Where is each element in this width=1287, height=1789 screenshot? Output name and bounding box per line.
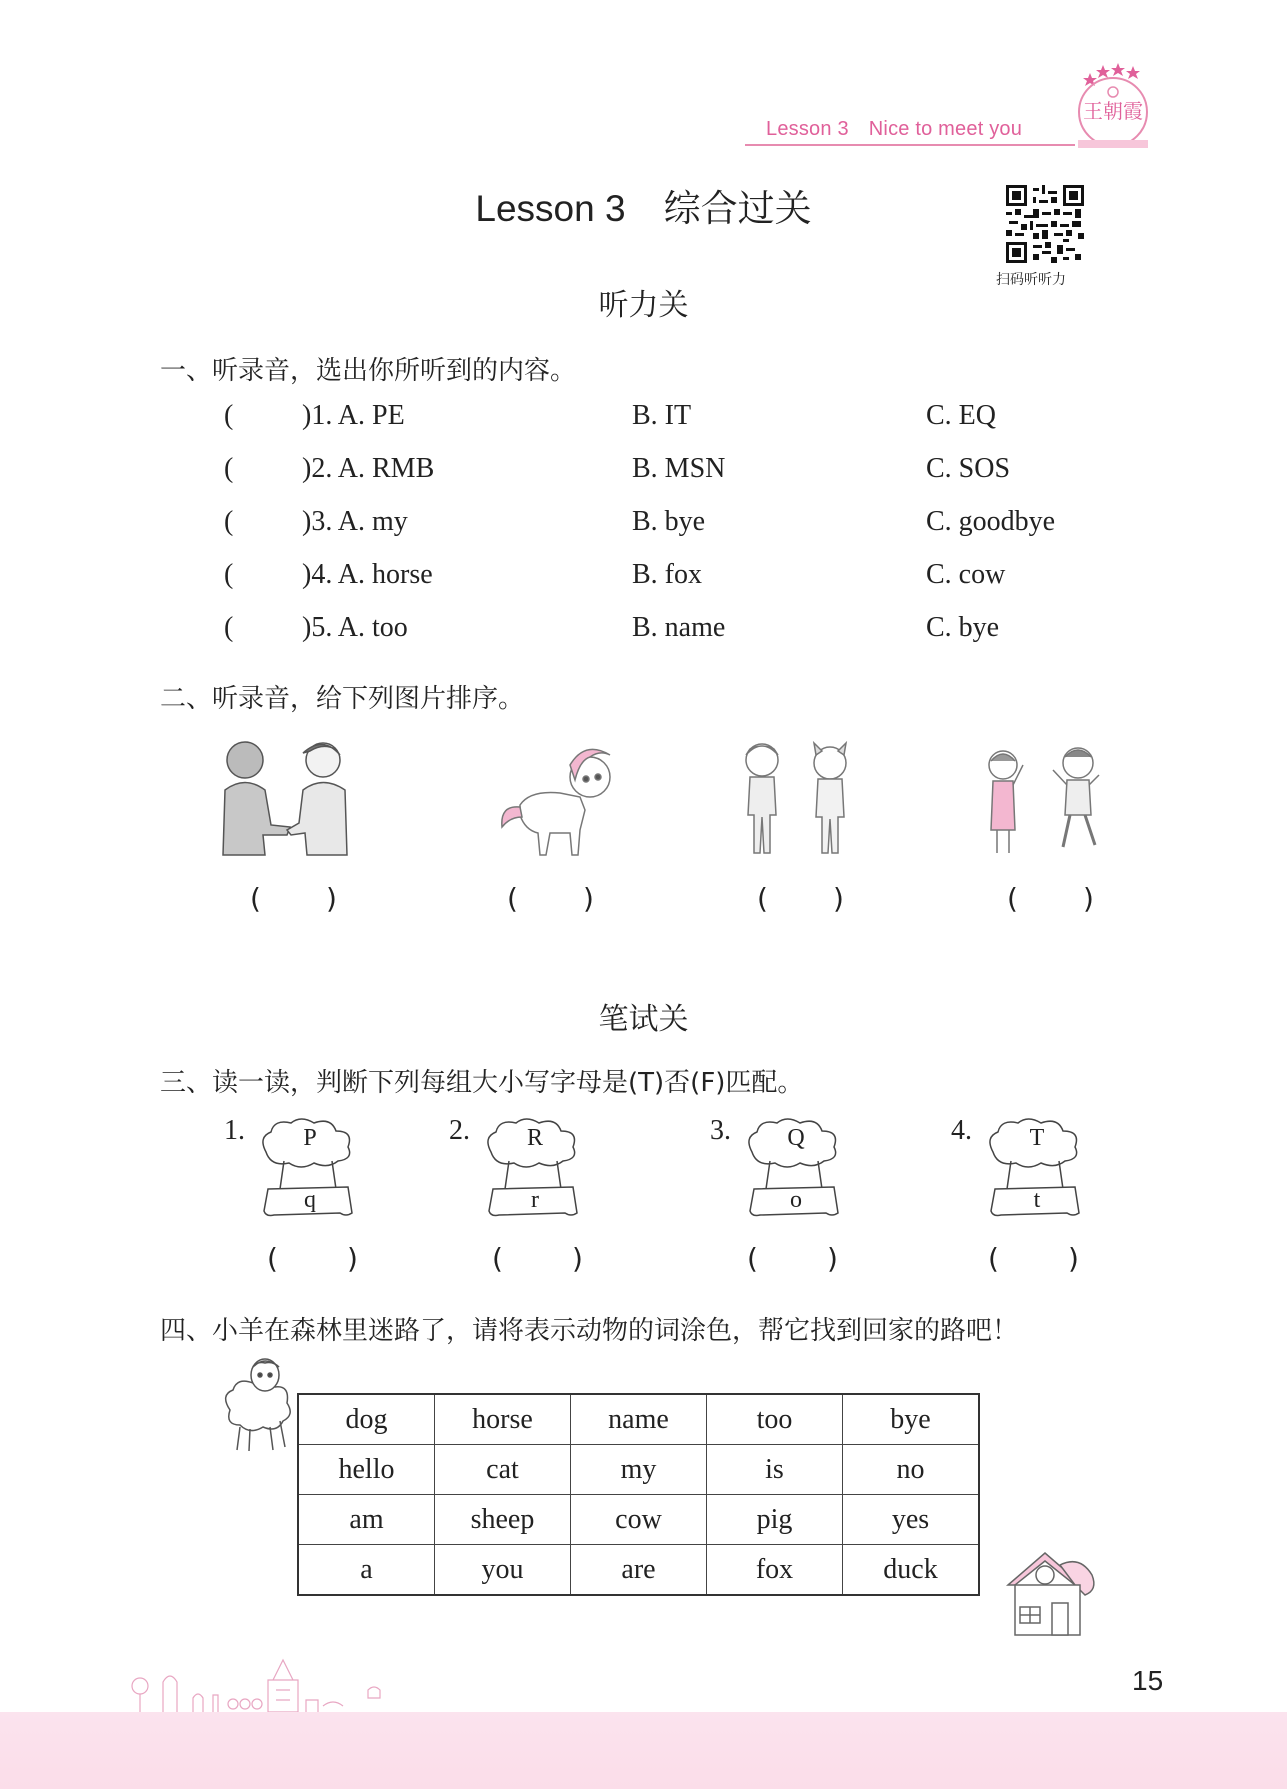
girl-and-dog-picture	[730, 735, 870, 865]
grid-cell[interactable]: am	[298, 1495, 435, 1545]
grid-cell[interactable]: my	[571, 1445, 707, 1495]
table-row	[298, 1545, 979, 1596]
qr-caption: 扫码听听力	[996, 272, 1066, 288]
option-c: C. goodbye	[926, 506, 1056, 537]
q4-heading: 四、小羊在森林里迷路了，请将表示动物的词涂色，帮它找到回家的路吧！	[160, 1316, 1019, 1346]
paren-left: (	[988, 1242, 999, 1275]
word-maze-grid	[297, 1393, 980, 1596]
grid-cell[interactable]: hello	[298, 1445, 435, 1495]
answer-paren[interactable]: (	[224, 559, 234, 590]
paren-left: (	[507, 882, 518, 915]
paren-right: )	[1068, 1242, 1079, 1275]
title-text: 综合过关	[663, 187, 812, 230]
paren-right: )	[583, 882, 594, 915]
option-c: C. bye	[926, 612, 1000, 643]
letter-pair	[449, 1115, 609, 1235]
paren-right: )	[572, 1242, 583, 1275]
handshake-men-picture	[215, 735, 355, 865]
footer-castle-decoration	[118, 1640, 418, 1720]
grid-cell[interactable]: sheep	[435, 1495, 571, 1545]
children-waving-picture	[975, 735, 1115, 865]
paren-left: (	[250, 882, 261, 915]
lowercase-letter: r	[531, 1187, 539, 1213]
q2-heading: 二、听录音，给下列图片排序。	[160, 684, 525, 714]
paren-right: )	[827, 1242, 838, 1275]
option-a: )5. A. too	[302, 612, 408, 643]
table-row	[298, 1495, 979, 1545]
option-b: B. IT	[632, 400, 692, 431]
option-b: B. name	[632, 612, 726, 643]
option-a: )1. A. PE	[302, 400, 405, 431]
answer-paren[interactable]: (	[224, 506, 234, 537]
page-title	[0, 178, 1287, 232]
q1-item	[0, 612, 1287, 652]
letter-pair	[710, 1115, 870, 1235]
paren-right: )	[347, 1242, 358, 1275]
grid-cell[interactable]: fox	[707, 1545, 843, 1596]
svg-text:王朝霞: 王朝霞	[1083, 99, 1143, 123]
grid-cell[interactable]: pig	[707, 1495, 843, 1545]
item-number: 2.	[449, 1115, 470, 1146]
table-row	[298, 1394, 979, 1445]
uppercase-letter: R	[526, 1125, 543, 1151]
answer-paren[interactable]: (	[224, 612, 234, 643]
page-number: 15	[1132, 1665, 1164, 1696]
table-row	[298, 1445, 979, 1495]
paren-left: (	[1007, 882, 1018, 915]
lowercase-letter: t	[1033, 1187, 1041, 1213]
grid-cell[interactable]: duck	[843, 1545, 980, 1596]
running-header	[766, 118, 1022, 141]
option-c: C. cow	[926, 559, 1006, 590]
paren-right: )	[1083, 882, 1094, 915]
paren-left: (	[757, 882, 768, 915]
paren-left: (	[492, 1242, 503, 1275]
uppercase-letter: T	[1029, 1125, 1045, 1151]
house-icon	[1000, 1545, 1100, 1650]
grid-cell[interactable]: horse	[435, 1394, 571, 1445]
listening-heading: 听力关	[598, 288, 689, 323]
q1-heading: 一、听录音，选出你所听到的内容。	[160, 356, 577, 386]
answer-paren[interactable]: (	[224, 400, 234, 431]
lowercase-letter: o	[790, 1187, 802, 1213]
option-c: C. SOS	[926, 453, 1011, 484]
grid-cell[interactable]: name	[571, 1394, 707, 1445]
header-subtitle: Nice to meet you	[868, 118, 1023, 140]
letter-pair	[951, 1115, 1111, 1235]
q1-item	[0, 559, 1287, 599]
grid-cell[interactable]: is	[707, 1445, 843, 1495]
writing-heading: 笔试关	[598, 1002, 689, 1037]
sheep-icon	[215, 1355, 305, 1455]
grid-cell[interactable]: no	[843, 1445, 980, 1495]
star-seal-logo	[1068, 60, 1158, 156]
letter-pair	[224, 1115, 384, 1235]
answer-paren[interactable]: (	[224, 453, 234, 484]
grid-cell[interactable]: bye	[843, 1394, 980, 1445]
option-b: B. bye	[632, 506, 706, 537]
option-c: C. EQ	[926, 400, 996, 431]
grid-cell[interactable]: yes	[843, 1495, 980, 1545]
uppercase-letter: Q	[787, 1125, 805, 1151]
header-rule	[745, 144, 1075, 146]
option-a: )3. A. my	[302, 506, 408, 537]
pony-picture	[490, 735, 630, 865]
paren-right: )	[833, 882, 844, 915]
option-b: B. MSN	[632, 453, 726, 484]
grid-cell[interactable]: too	[707, 1394, 843, 1445]
grid-cell[interactable]: are	[571, 1545, 707, 1596]
paren-left: (	[747, 1242, 758, 1275]
paren-left: (	[267, 1242, 278, 1275]
header-lesson: Lesson 3	[766, 118, 849, 140]
grid-cell[interactable]: dog	[298, 1394, 435, 1445]
q1-item	[0, 453, 1287, 493]
grid-cell[interactable]: cat	[435, 1445, 571, 1495]
footer-band	[0, 1712, 1287, 1789]
lowercase-letter: q	[304, 1187, 316, 1213]
item-number: 1.	[224, 1115, 245, 1146]
q1-item	[0, 400, 1287, 440]
title-lesson: Lesson 3	[475, 188, 626, 229]
paren-right: )	[326, 882, 337, 915]
grid-cell[interactable]: a	[298, 1545, 435, 1596]
option-a: )4. A. horse	[302, 559, 433, 590]
item-number: 3.	[710, 1115, 731, 1146]
uppercase-letter: P	[303, 1125, 317, 1151]
qr-code-icon[interactable]	[1006, 185, 1084, 263]
option-a: )2. A. RMB	[302, 453, 435, 484]
option-b: B. fox	[632, 559, 702, 590]
item-number: 4.	[951, 1115, 972, 1146]
q3-heading: 三、读一读，判断下列每组大小写字母是(T)否(F)匹配。	[160, 1068, 804, 1098]
grid-cell[interactable]: cow	[571, 1495, 707, 1545]
q1-item	[0, 506, 1287, 546]
grid-cell[interactable]: you	[435, 1545, 571, 1596]
